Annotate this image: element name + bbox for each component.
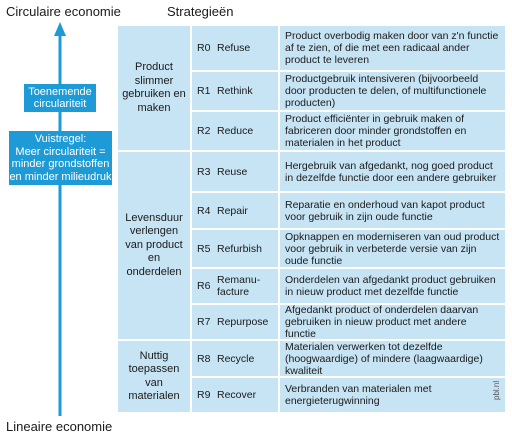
- strategy-number: R6: [197, 280, 211, 292]
- strategy-desc-r6: Onderdelen van afgedankt product gebruiken in nieuw product met dezelfde functie: [280, 269, 505, 303]
- strategy-name: Repurpose: [217, 316, 269, 328]
- strategy-number: R2: [197, 125, 211, 137]
- strategy-name: Recycle: [217, 352, 255, 365]
- source-credit: pbl.nl: [492, 380, 501, 400]
- strategy-name: Remanu-facture: [217, 274, 261, 298]
- strategy-number: R3: [197, 165, 211, 178]
- strategies-header: Strategieën: [167, 4, 234, 19]
- strategy-code-r9: [192, 378, 278, 412]
- rule-of-thumb-callout: [9, 131, 112, 185]
- strategy-desc-r3: Hergebruik van afgedankt, nog goed product in dezelfde functie door een andere gebruiker: [280, 152, 505, 191]
- strategy-desc-r9: Verbranden van materialen met energieterugwinning: [280, 378, 505, 412]
- strategy-number: R1: [197, 85, 211, 97]
- strategy-desc-r4: Reparatie en onderhoud van kapot product voor gebruik in zijn oude functie: [280, 193, 505, 228]
- strategy-number: R5: [197, 242, 211, 255]
- strategy-name: Reduce: [217, 125, 254, 137]
- strategy-desc-r7: Afgedankt product of onderdelen daarvan gebruiken in nieuw product met andere functie: [280, 305, 505, 339]
- strategy-name: Recover: [217, 389, 257, 401]
- increasing-circularity-text: Toenemende circulariteit: [28, 85, 92, 110]
- group-smart-use: Product slimmer gebruiken en maken: [118, 26, 190, 150]
- strategy-name: Repair: [217, 204, 248, 217]
- strategy-desc-r2: Product efficiënter in gebruik maken of fabriceren door minder grondstoffen en materialen in het product: [280, 112, 505, 150]
- rule-title: Vuistregel:: [34, 133, 87, 145]
- increasing-circularity-callout: [24, 84, 96, 112]
- strategy-desc-r8: Materialen verwerken tot dezelfde (hoogwaardige) of mindere (laagwaardige) kwaliteit: [280, 341, 505, 376]
- strategy-code-r0: [192, 26, 278, 70]
- strategy-number: R8: [197, 352, 211, 365]
- strategy-name: Rethink: [217, 85, 253, 97]
- group-materials: Nuttig toepassen van materialen: [118, 341, 190, 412]
- arrow-head-icon: [54, 22, 66, 36]
- axis-top-label: Circulaire economie: [6, 4, 121, 19]
- strategy-code-r4: [192, 193, 278, 228]
- strategy-desc-r1: Productgebruik intensiveren (bijvoorbeeld door producten te delen, of multifunctionele producten): [280, 72, 505, 110]
- strategy-name: Refuse: [217, 42, 251, 54]
- strategy-number: R9: [197, 389, 211, 401]
- strategy-name: Reuse: [217, 165, 248, 178]
- strategy-code-r7: [192, 305, 278, 339]
- strategy-name: Refurbish: [217, 242, 262, 255]
- strategy-code-r2: [192, 112, 278, 150]
- strategy-desc-r5: Opknappen en moderniseren van oud product voor gebruik in verbeterde versie van zijn oude functie: [280, 230, 505, 267]
- strategy-code-r1: [192, 72, 278, 110]
- strategy-code-r3: [192, 152, 278, 191]
- strategy-number: R4: [197, 204, 211, 217]
- strategy-code-r8: [192, 341, 278, 376]
- group-lifespan: Levensduur verlengen van product en onderdelen: [118, 152, 190, 339]
- rule-body: Meer circulariteit = minder grondstoffen en minder milieudruk: [9, 145, 112, 183]
- strategies-table: [118, 26, 501, 418]
- strategy-desc-r0: Product overbodig maken door van z'n functie af te zien, of die met een radicaal ander product te leveren: [280, 26, 505, 70]
- strategy-number: R0: [197, 42, 211, 54]
- axis-bottom-label: Lineaire economie: [6, 419, 113, 434]
- strategy-code-r5: [192, 230, 278, 267]
- strategy-number: R7: [197, 316, 211, 328]
- rule-of-thumb-text: [9, 133, 112, 183]
- circularity-arrow: [0, 0, 120, 439]
- strategy-code-r6: [192, 269, 278, 303]
